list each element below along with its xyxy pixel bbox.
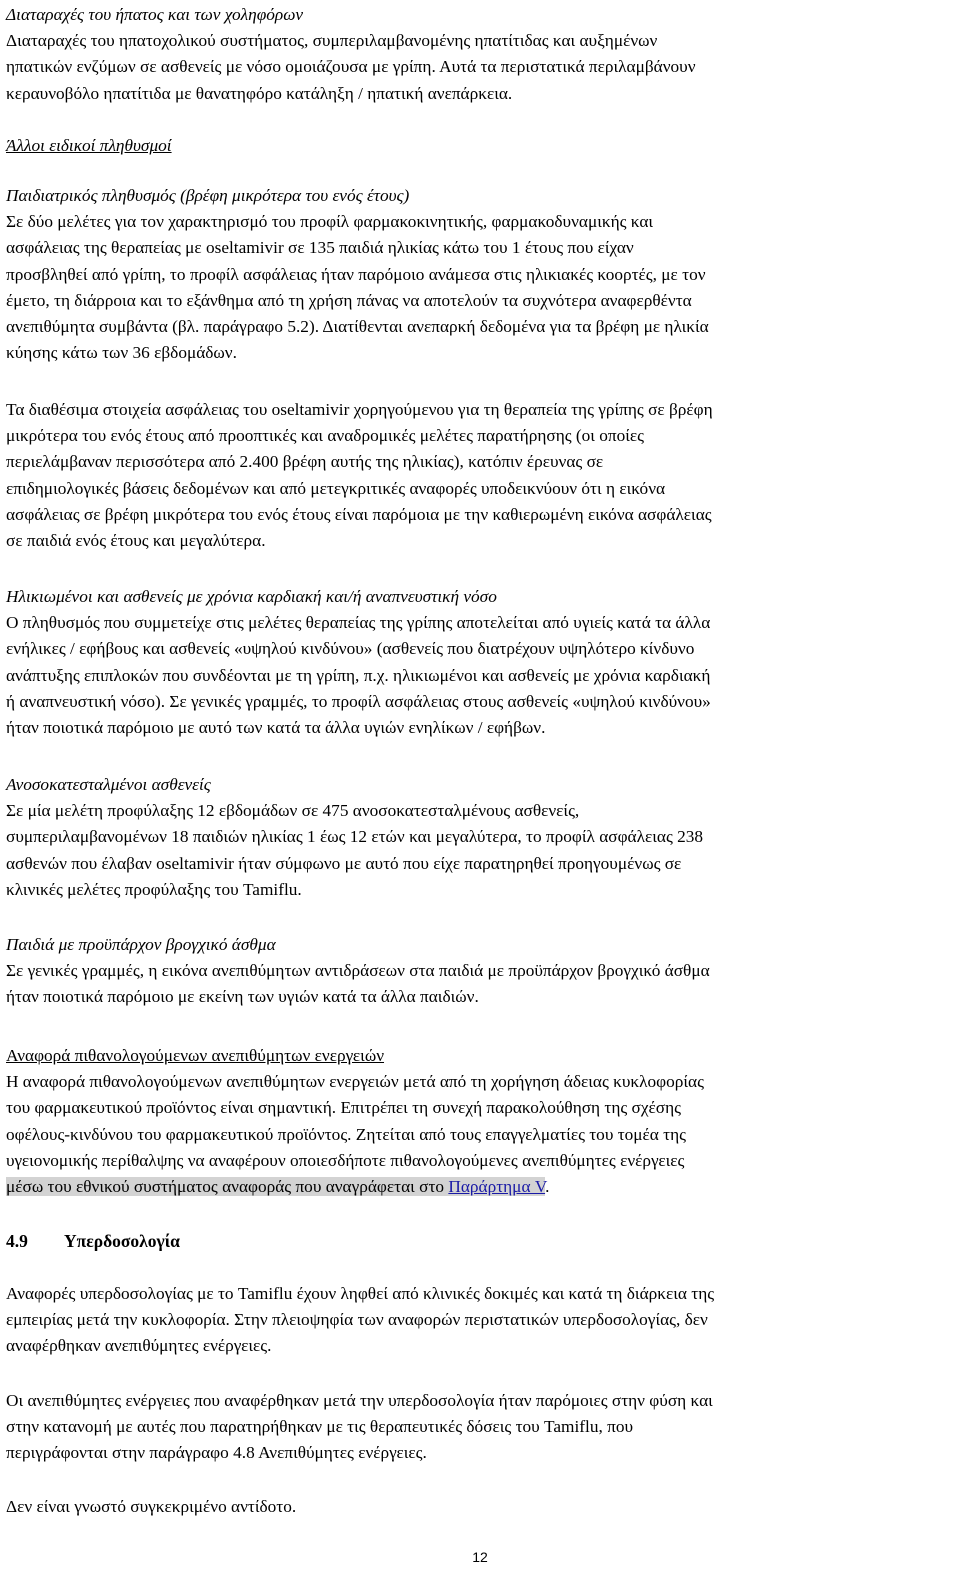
- pediatric-p2-line-2: μικρότερα του ενός έτους από προοπτικές και αναδρομικές μελέτες παρατήρησης (οι οποίες: [6, 426, 645, 446]
- pediatric-p2-line-3: περιελάμβαναν περισσότερα από 2.400 βρέφη αυτής της ηλικίας), κατόπιν έρευνας σε: [6, 452, 604, 472]
- elderly-line-1: Ο πληθυσμός που συμμετείχε στις μελέτες θεραπείας της γρίπης αποτελείται από υγιείς κατά τα άλλα: [6, 613, 711, 633]
- special-populations-title: Άλλοι ειδικοί πληθυσμοί: [6, 136, 172, 155]
- liver-line-1: Διαταραχές του ηπατοχολικού συστήματος, συμπεριλαμβανομένης ηπατίτιδας και αυξημένων: [6, 31, 658, 51]
- liver-title: Διαταραχές του ήπατος και των χοληφόρων: [6, 5, 304, 24]
- pediatric-section: [6, 183, 956, 366]
- appendix-v-link[interactable]: Παράρτημα V: [448, 1177, 546, 1197]
- reporting-section: [6, 1043, 956, 1200]
- page-number: 12: [472, 1549, 488, 1565]
- reporting-line-1: Η αναφορά πιθανολογούμενων ανεπιθύμητων ενεργειών μετά από τη χορήγηση άδειας κυκλοφορίας: [6, 1072, 704, 1092]
- pediatric-line-2: ασφάλειας της θεραπείας με oseltamivir σε 135 παιδιά ηλικίας κάτω του 1 έτους που είχαν: [6, 238, 634, 258]
- elderly-line-5: ήταν ποιοτικά παρόμοιο με αυτό των κατά τα άλλα υγιών ενηλίκων / εφήβων.: [6, 718, 546, 738]
- asthma-section: [6, 932, 956, 1011]
- overdose-paragraph-1: [6, 1281, 956, 1360]
- immunocompromised-line-2: συμπεριλαμβανομένων 18 παιδιών ηλικίας 1 έως 12 ετών και μεγαλύτερα, το προφίλ ασφάλειας 238: [6, 827, 704, 847]
- immunocompromised-line-4: κλινικές μελέτες προφύλαξης του Tamiflu.: [6, 879, 302, 899]
- reporting-highlighted-text: μέσω του εθνικού συστήματος αναφοράς που αναγράφεται στο: [6, 1177, 449, 1197]
- overdose-p1-line-2: εμπειρίας μετά την κυκλοφορία. Στην πλειοψηφία των αναφορών περιστατικών υπερδοσολογίας, δεν: [6, 1310, 708, 1330]
- overdose-paragraph-2: [6, 1388, 956, 1467]
- overdose-heading: [6, 1228, 956, 1254]
- pediatric-p2-line-4: επιδημιολογικές βάσεις δεδομένων και από μετεγκριτικές αναφορές υποδεικνύουν ότι η εικόνα: [6, 478, 666, 498]
- immunocompromised-line-3: ασθενών που έλαβαν oseltamivir ήταν σύμφωνο με αυτό που είχε παρατηρηθεί προηγουμένως σε: [6, 853, 682, 873]
- pediatric-p2-line-5: ασφάλειας σε βρέφη μικρότερα του ενός έτους είναι παρόμοια με την καθιερωμένη εικόνα ασφάλειας: [6, 504, 712, 524]
- pediatric-line-1: Σε δύο μελέτες για τον χαρακτηρισμό του προφίλ φαρμακοκινητικής, φαρμακοδυναμικής και: [6, 212, 654, 232]
- overdose-title: Υπερδοσολογία: [64, 1231, 180, 1251]
- overdose-p2-line-1: Οι ανεπιθύμητες ενέργειες που αναφέρθηκαν μετά την υπερδοσολογία ήταν παρόμοιες στην φύση και: [6, 1391, 713, 1410]
- asthma-title: Παιδιά με προϋπάρχον βρογχικό άσθμα: [6, 935, 276, 954]
- reporting-line-end: .: [545, 1177, 550, 1197]
- asthma-line-1: Σε γενικές γραμμές, η εικόνα ανεπιθύμητων αντιδράσεων στα παιδιά με προϋπάρχον βρογχικό άσθμα: [6, 961, 710, 981]
- overdose-p3-line-1: Δεν είναι γνωστό συγκεκριμένο αντίδοτο.: [6, 1497, 297, 1516]
- immunocompromised-line-1: Σε μία μελέτη προφύλαξης 12 εβδομάδων σε 475 ανοσοκατεσταλμένους ασθενείς,: [6, 801, 580, 821]
- pediatric-line-6: κύησης κάτω των 36 εβδομάδων.: [6, 343, 237, 363]
- special-populations-section: [6, 133, 956, 159]
- overdose-p2-line-2: στην κατανομή με αυτές που παρατηρήθηκαν με τις θεραπευτικές δόσεις του Tamiflu, που: [6, 1417, 634, 1437]
- liver-line-2: ηπατικών ενζύμων σε ασθενείς με νόσο ομοιάζουσα με γρίπη. Αυτά τα περιστατικά περιλαμβάνουν: [6, 57, 696, 77]
- overdose-p1-line-3: αναφέρθηκαν ανεπιθύμητες ενέργειες.: [6, 1336, 272, 1356]
- pediatric-p2-line-6: σε παιδιά ενός έτους και μεγαλύτερα.: [6, 531, 266, 551]
- overdose-p1-line-1: Αναφορές υπερδοσολογίας με το Tamiflu έχουν ληφθεί από κλινικές δοκιμές και κατά τη διάρκεια της: [6, 1284, 715, 1303]
- pediatric-p2-line-1: Τα διαθέσιμα στοιχεία ασφάλειας του oseltamivir χορηγούμενου για τη θεραπεία της γρίπης σε βρέφη: [6, 400, 713, 419]
- pediatric-line-5: ανεπιθύμητα συμβάντα (βλ. παράγραφο 5.2). Διατίθενται ανεπαρκή δεδομένα για τα βρέφη με ηλικία: [6, 317, 709, 337]
- elderly-section: [6, 584, 956, 741]
- immunocompromised-section: [6, 772, 956, 903]
- reporting-line-2: του φαρμακευτικού προϊόντος είναι σημαντική. Επιτρέπει τη συνεχή παρακολούθηση της σχέσης: [6, 1098, 681, 1118]
- elderly-line-3: ανάπτυξης επιπλοκών που συνδέονται με τη γρίπη, π.χ. ηλικιωμένοι και ασθενείς με χρόνια καρδιακή: [6, 665, 711, 685]
- pediatric-line-3: προσβληθεί από γρίπη, το προφίλ ασφάλειας ήταν παρόμοιο ανάμεσα στις ηλικιακές κοορτές, με τον: [6, 264, 706, 284]
- reporting-line-5: [6, 1174, 956, 1200]
- elderly-line-2: ενήλικες / εφήβους και ασθενείς «υψηλού κινδύνου» (ασθενείς που διατρέχουν υψηλότερο κίνδυνο: [6, 639, 695, 659]
- reporting-line-4: υγειονομικής περίθαλψης να αναφέρουν οποιεσδήποτε πιθανολογούμενες ανεπιθύμητες ενέργειες: [6, 1150, 685, 1170]
- elderly-title: Ηλικιωμένοι και ασθενείς με χρόνια καρδιακή και/ή αναπνευστική νόσο: [6, 587, 497, 606]
- reporting-line-3: οφέλους-κινδύνου του φαρμακευτικού προϊόντος. Ζητείται από τους επαγγελματίες του τομέα της: [6, 1124, 687, 1144]
- pediatric-title: Παιδιατρικός πληθυσμός (βρέφη μικρότερα του ενός έτους): [6, 186, 410, 205]
- asthma-line-2: ήταν ποιοτικά παρόμοιο με εκείνη των υγιών κατά τα άλλα παιδιών.: [6, 987, 479, 1007]
- pediatric-paragraph-2: [6, 397, 956, 554]
- liver-section: [6, 2, 956, 107]
- immunocompromised-title: Ανοσοκατεσταλμένοι ασθενείς: [6, 775, 211, 794]
- section-number: 4.9: [6, 1231, 28, 1251]
- liver-line-3: κεραυνοβόλο ηπατίτιδα με θανατηφόρο κατάληξη / ηπατική ανεπάρκεια.: [6, 83, 513, 103]
- elderly-line-4: ή αναπνευστική νόσο). Σε γενικές γραμμές, το προφίλ ασφάλειας στους ασθενείς «υψηλού κινδύνου»: [6, 691, 711, 711]
- reporting-title: Αναφορά πιθανολογούμενων ανεπιθύμητων ενεργειών: [6, 1046, 385, 1065]
- pediatric-line-4: έμετο, τη διάρροια και το εξάνθημα από τη χρήση πάνας να αποτελούν τα συχνότερα αναφερθέντα: [6, 290, 692, 310]
- overdose-paragraph-3: [6, 1494, 956, 1520]
- overdose-p2-line-3: περιγράφονται στην παράγραφο 4.8 Ανεπιθύμητες ενέργειες.: [6, 1443, 427, 1463]
